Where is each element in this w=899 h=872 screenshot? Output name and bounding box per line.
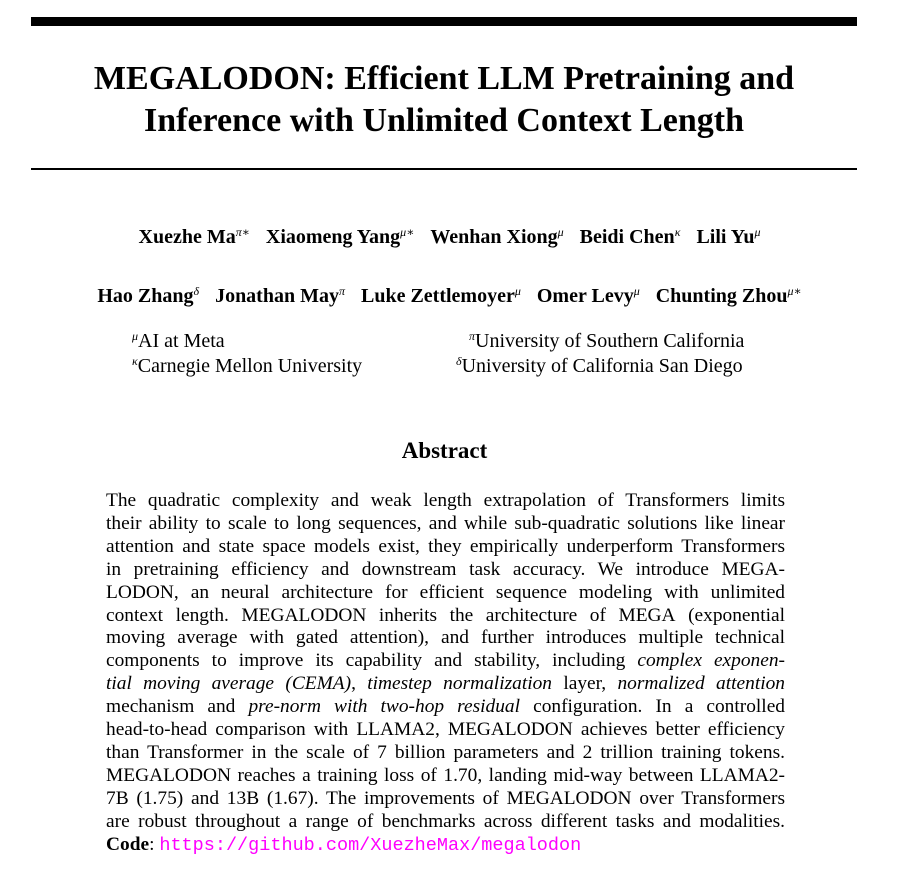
abstract-text: head-to-head comparison with	[106, 719, 357, 741]
abstract-text: achieves better efficiency	[572, 719, 785, 741]
affiliation-name: University of California San Diego	[461, 355, 743, 377]
model-name: LODON	[106, 581, 174, 603]
code-repo-link[interactable]: https://github.com/XuezheMax/megalodon	[159, 834, 582, 856]
author-list-row-2	[0, 285, 899, 308]
emphasis-text: complex exponen-	[637, 650, 785, 672]
author-affiliation-mark: π∗	[235, 225, 250, 239]
affiliation-name: AI at Meta	[138, 330, 225, 352]
emphasis-text: normalized attention	[617, 673, 785, 695]
affiliation-mark: μ	[132, 329, 139, 343]
author-affiliation-mark: π	[338, 284, 345, 298]
model-name: MEGALODON	[241, 604, 367, 626]
model-name: MEGA	[618, 604, 676, 626]
abstract-line	[106, 582, 785, 605]
abstract-line	[106, 765, 785, 788]
author-name: Xuezhe Ma	[138, 226, 236, 248]
model-name: MEGALODON	[447, 719, 573, 741]
abstract-text: ,	[351, 673, 368, 695]
model-name: LLAMA	[356, 719, 426, 741]
abstract-text: components to improve its capability and stability, including	[106, 650, 638, 672]
author	[215, 285, 345, 308]
code-line	[106, 834, 785, 858]
author-list-row-1	[0, 226, 899, 249]
abstract-line	[106, 673, 785, 696]
author-affiliation-mark: δ	[193, 284, 200, 298]
abstract-line	[106, 559, 785, 582]
abstract-line	[106, 605, 785, 628]
abstract-heading: Abstract	[401, 438, 488, 463]
model-name: MEGALODON	[506, 787, 632, 809]
abstract-line	[106, 627, 785, 650]
abstract-text: 2,	[425, 719, 448, 741]
title-text: Inference with Unlimited Context Length	[144, 102, 744, 139]
abstract-text: mechanism and	[106, 696, 249, 718]
abstract-line	[106, 719, 785, 742]
model-name: LLAMA	[699, 764, 769, 786]
title-rule	[31, 168, 857, 170]
abstract-text: , an neural architecture for efficient sequence modeling with unlimited	[173, 581, 785, 603]
abstract-text: than Transformer in the scale of 7 billion parameters and 2 trillion training tokens.	[106, 741, 785, 763]
affiliation-mark: δ	[456, 354, 462, 368]
abstract-text: their ability to scale to long sequences, and while sub-quadratic solutions like linear	[106, 512, 785, 534]
code-separator: :	[149, 833, 160, 855]
author-name: Beidi Chen	[579, 226, 675, 248]
author	[139, 226, 250, 249]
affiliation-usc	[469, 330, 744, 353]
author	[696, 226, 760, 249]
affiliation-meta	[132, 330, 225, 353]
author	[656, 285, 802, 308]
model-name: MEGALODON	[106, 764, 231, 786]
abstract-line	[106, 788, 785, 811]
abstract-text: 2-	[768, 764, 785, 786]
model-name: MEGA-	[721, 558, 785, 580]
abstract-text: reaches a training loss of 1.70, landing mid-way between	[230, 764, 700, 786]
author-affiliation-mark: μ	[754, 225, 761, 239]
affiliation-name: Carnegie Mellon University	[137, 355, 363, 377]
author-affiliation-mark: μ	[514, 284, 521, 298]
author	[430, 226, 563, 249]
emphasis-text: pre-norm with two-hop residual	[248, 696, 521, 718]
abstract-text: inherits the architecture of	[366, 604, 619, 626]
abstract-text: over Transformers	[631, 787, 785, 809]
author-name: Lili Yu	[696, 226, 755, 248]
author	[266, 226, 414, 249]
author-affiliation-mark: κ	[674, 225, 681, 239]
abstract-line	[106, 650, 785, 673]
abstract-text: 7B (1.75) and 13B (1.67). The improvements of	[106, 787, 507, 809]
author	[537, 285, 640, 308]
title-text: : Efficient LLM Pretraining and	[324, 60, 795, 97]
abstract-text: moving average with gated attention), and further introduces multiple technical	[106, 627, 785, 649]
author-name: Xiaomeng Yang	[265, 226, 401, 248]
abstract-text: (exponential	[675, 604, 785, 626]
abstract-text: context length.	[106, 604, 242, 626]
abstract-line	[106, 742, 785, 765]
affiliation-cmu	[132, 355, 362, 378]
author-name: Omer Levy	[536, 285, 634, 307]
author-affiliation-mark: μ∗	[787, 284, 802, 298]
abstract-text: The quadratic complexity and weak length extrapolation of Transformers limits	[106, 490, 785, 511]
abstract-text: are robust throughout a range of benchmarks across different tasks and modalities.	[106, 810, 785, 832]
author-name: Hao Zhang	[97, 285, 194, 307]
author	[361, 285, 521, 308]
abstract-body	[106, 490, 785, 858]
abstract-text: layer,	[552, 673, 618, 695]
author-affiliation-mark: μ	[633, 284, 640, 298]
abstract-line	[106, 811, 785, 834]
emphasis-text: tial moving average (CEMA)	[106, 673, 352, 695]
author-affiliation-mark: μ	[557, 225, 564, 239]
abstract-text: attention and state space models exist, they empirically underperform Transformers	[106, 535, 785, 557]
author-name: Wenhan Xiong	[430, 226, 558, 248]
abstract-text: in pretraining efficiency and downstream task accuracy. We introduce	[106, 558, 722, 580]
affiliation-mark: π	[469, 329, 476, 343]
top-rule	[31, 17, 857, 26]
affiliation-ucsd	[456, 355, 743, 378]
abstract-line	[106, 536, 785, 559]
author-name: Luke Zettlemoyer	[360, 285, 515, 307]
author-affiliation-mark: μ∗	[400, 225, 415, 239]
model-name: MEGALODON	[93, 60, 325, 97]
abstract-line	[106, 696, 785, 719]
code-label: Code	[106, 833, 150, 855]
abstract-line	[106, 513, 785, 536]
author	[580, 226, 681, 249]
abstract-text: configuration. In a controlled	[520, 696, 785, 718]
affiliation-mark: κ	[132, 354, 138, 368]
author-name: Jonathan May	[215, 285, 339, 307]
emphasis-text: timestep normalization	[367, 673, 552, 695]
paper-title	[31, 58, 857, 142]
author	[97, 285, 199, 308]
affiliation-name: University of Southern California	[475, 330, 745, 352]
abstract-line	[106, 490, 785, 513]
author-name: Chunting Zhou	[655, 285, 788, 307]
